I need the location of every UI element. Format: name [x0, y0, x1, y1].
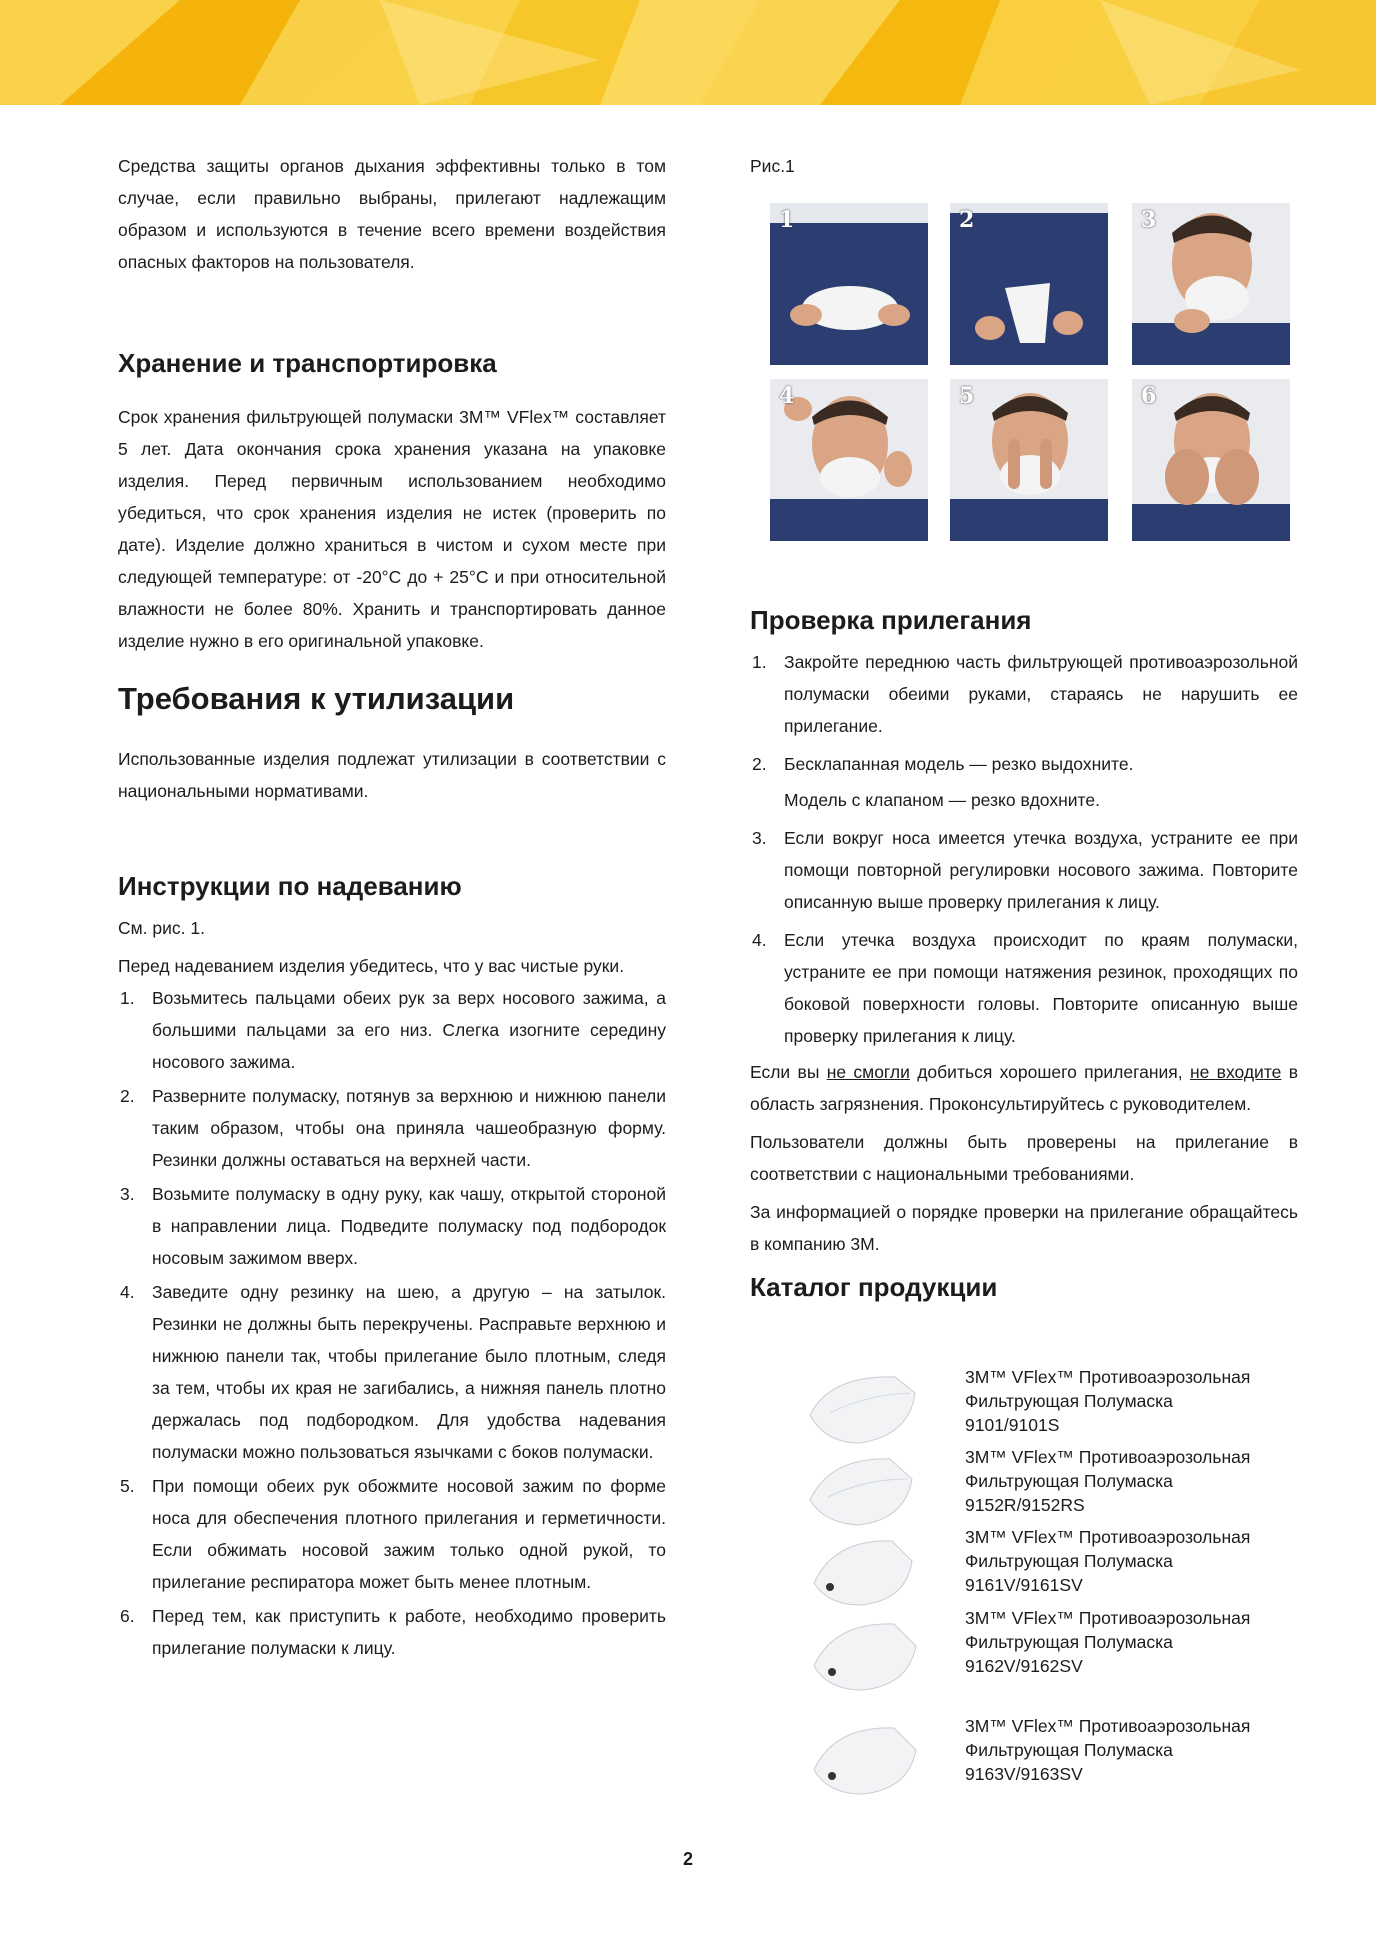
product-type: Фильтрующая Полумаска	[965, 1391, 1173, 1411]
mask-9161-image	[800, 1525, 930, 1615]
figure-photo-4	[770, 379, 928, 541]
catalog-heading: Каталог продукции	[750, 1272, 998, 1302]
disposal-heading: Требования к утилизации	[118, 681, 515, 716]
list-item: 2. Бесклапанная модель — резко выдохните. Модель с клапаном — резко вдохните.	[752, 754, 1134, 810]
list-item: 6. Перед тем, как приступить к работе, необходимо проверить прилегание полумаски к лицу.	[120, 1606, 666, 1658]
photo-number: 3	[1141, 207, 1157, 233]
donning-ref: См. рис. 1.	[118, 918, 205, 938]
disposal-text: Использованные изделия подлежат утилизации в соответствии с национальными нормативами.	[118, 749, 666, 801]
photo-number: 2	[959, 207, 975, 233]
photo-number: 1	[779, 207, 795, 233]
donning-intro: Перед надеванием изделия убедитесь, что у вас чистые руки.	[118, 956, 625, 976]
photo-number: 6	[1141, 383, 1157, 409]
product-model: 9152R/9152RS	[965, 1495, 1085, 1515]
figure-photo-2	[950, 203, 1108, 365]
figure-photo-6	[1132, 379, 1290, 541]
list-item: 5. При помощи обеих рук обожмите носовой зажим по форме носа для обеспечения плотного прилегания и герметичности. Если обжимать носовой зажим только одной рукой, то прилегание респиратора может быть менее плотным.	[120, 1476, 666, 1592]
storage-text: Срок хранения фильтрующей полумаски 3M™ VFlex™ составляет 5 лет. Дата окончания срока хранения указана на упаковке изделия. Перед первичным использованием необходимо убедиться, что срок хранения изделия не истек (проверить по дате). Изделие должно храниться в чистом и сухом месте при следующей температуре: от -20°С до + 25°С и при относительной влажности не более 80%. Хранить и транспортировать данное изделие нужно в его оригинальной упаковке.	[118, 407, 666, 651]
fit-warning: Если вы не смогли добиться хорошего прилегания, не входите в область загрязнения. Проконсультируйтесь с руководителем.	[750, 1062, 1298, 1114]
product-model: 9163V/9163SV	[965, 1764, 1083, 1784]
figure-photo-3	[1132, 203, 1290, 365]
figure-photo-1	[770, 203, 928, 365]
right-column	[750, 150, 1298, 182]
list-item: 4. Если утечка воздуха происходит по краям полумаски, устраните ее при помощи натяжения резинок, проходящих по боковой поверхности головы. Повторите описанную выше проверку прилегания к лицу.	[752, 930, 1298, 1046]
photo-number: 4	[779, 383, 795, 409]
product-name: 3M™ VFlex™ Противоаэрозольная	[965, 1608, 1251, 1628]
donning-steps	[118, 982, 666, 1664]
list-item: 3. Возьмите полумаску в одну руку, как чашу, открытой стороной в направлении лица. Подведите полумаску под подбородок носовым зажимом вверх.	[120, 1184, 666, 1268]
product-type: Фильтрующая Полумаска	[965, 1740, 1173, 1760]
list-item: 2. Разверните полумаску, потянув за верхнюю и нижнюю панели таким образом, чтобы она приняла чашеобразную форму. Резинки должны оставаться на верхней части.	[120, 1086, 666, 1170]
fit-check-section	[750, 605, 1298, 1303]
left-column	[118, 150, 666, 1664]
product-type: Фильтрующая Полумаска	[965, 1471, 1173, 1491]
product-name: 3M™ VFlex™ Противоаэрозольная	[965, 1527, 1251, 1547]
figure-photo-5	[950, 379, 1108, 541]
photo-number: 5	[959, 383, 975, 409]
list-item: 1. Возьмитесь пальцами обеих рук за верх носового зажима, а большими пальцами за его низ. Слегка изогните середину носового зажима.	[120, 988, 666, 1072]
fit-check-steps	[750, 646, 1298, 1052]
product-model: 9101/9101S	[965, 1415, 1060, 1435]
product-type: Фильтрующая Полумаска	[965, 1551, 1173, 1571]
header-banner	[0, 0, 1376, 105]
product-model: 9161V/9161SV	[965, 1575, 1083, 1595]
list-item: 1. Закройте переднюю часть фильтрующей противоаэрозольной полумаски обеими руками, стараясь не нарушить ее прилегание.	[752, 652, 1298, 736]
product-type: Фильтрующая Полумаска	[965, 1632, 1173, 1652]
mask-9163-image	[800, 1714, 930, 1804]
mask-9152-image	[800, 1445, 930, 1535]
page-number: 2	[682, 1849, 693, 1869]
storage-heading: Хранение и транспортировка	[118, 348, 497, 378]
fit-check-heading: Проверка прилегания	[750, 605, 1032, 635]
product-name: 3M™ VFlex™ Противоаэрозольная	[965, 1716, 1251, 1736]
mask-9101-image	[800, 1365, 930, 1455]
product-name: 3M™ VFlex™ Противоаэрозольная	[965, 1367, 1251, 1387]
fit-note-2: За информацией о порядке проверки на прилегание обращайтесь в компанию 3М.	[750, 1202, 1298, 1254]
figure-label: Рис.1	[750, 156, 795, 176]
product-model: 9162V/9162SV	[965, 1656, 1083, 1676]
donning-heading: Инструкции по надеванию	[118, 871, 462, 901]
list-item: 4. Заведите одну резинку на шею, а другую – на затылок. Резинки не должны быть перекручены. Расправьте верхнюю и нижнюю панели так, чтобы прилегание было плотным, следя за тем, чтобы их края не загибались, а нижняя панель плотно держалась под подбородком. Для удобства надевания полумаски можно пользоваться язычками с боков полумаски.	[120, 1282, 666, 1462]
mask-9162-image	[800, 1606, 930, 1696]
list-item: 3. Если вокруг носа имеется утечка воздуха, устраните ее при помощи повторной регулировки носового зажима. Повторите описанную выше проверку прилегания к лицу.	[752, 828, 1298, 912]
fit-note-1: Пользователи должны быть проверены на прилегание в соответствии с национальными требованиями.	[750, 1132, 1298, 1184]
product-name: 3M™ VFlex™ Противоаэрозольная	[965, 1447, 1251, 1467]
intro-text: Средства защиты органов дыхания эффективны только в том случае, если правильно выбраны, прилегают надлежащим образом и используются в течение всего времени воздействия опасных факторов на пользователя.	[118, 156, 666, 272]
donning-figure	[770, 203, 1300, 541]
